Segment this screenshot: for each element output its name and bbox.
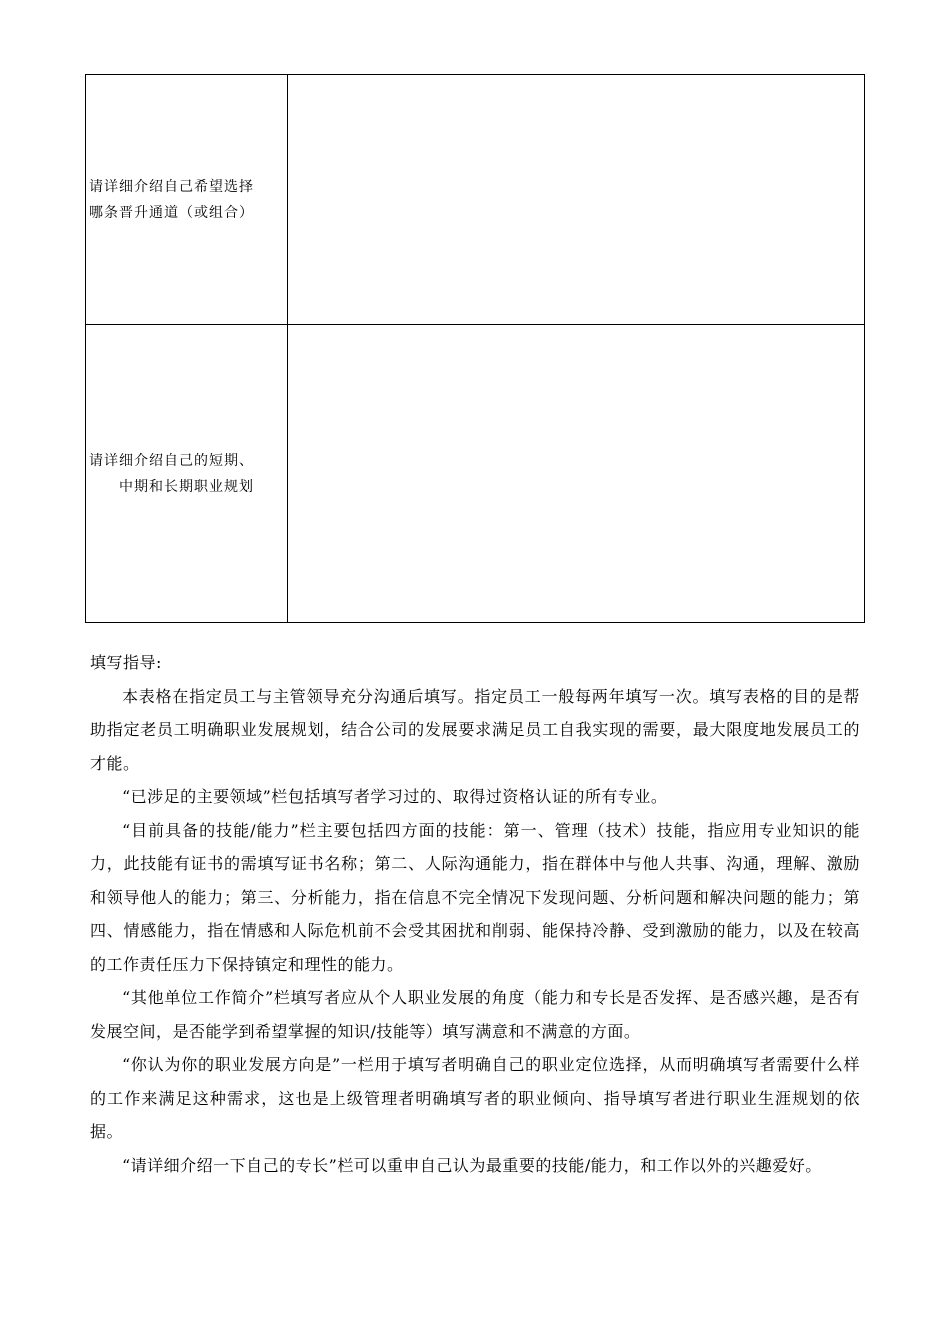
career-plan-answer-cell[interactable] <box>288 325 865 623</box>
career-plan-label <box>89 448 284 500</box>
label-line: 中期和长期职业规划 <box>119 478 254 495</box>
guide-paragraph: “你认为你的职业发展方向是”一栏用于填写者明确自己的职业定位选择，从而明确填写者需要什么样的工作来满足这种需求，这也是上级管理者明确填写者的职业倾向、指导填写者进行职业生涯规划的依据。 <box>90 1055 860 1141</box>
table-row <box>86 325 865 623</box>
guide-title: 填写指导: <box>90 653 162 672</box>
guide-paragraph: “请详细介绍一下自己的专长”栏可以重申自己认为最重要的技能/能力，和工作以外的兴趣爱好。 <box>122 1155 822 1175</box>
promotion-path-label-cell <box>86 75 288 325</box>
promotion-path-label <box>89 174 284 226</box>
promotion-path-answer-cell[interactable] <box>288 75 865 325</box>
table-row <box>86 75 865 325</box>
guide-paragraph: 本表格在指定员工与主管领导充分沟通后填写。指定员工一般每两年填写一次。填写表格的目的是帮助指定老员工明确职业发展规划，结合公司的发展要求满足员工自我实现的需要，最大限度地发展员工的才能。 <box>90 686 860 773</box>
guide-paragraph: “已涉足的主要领域”栏包括填写者学习过的、取得过资格认证的所有专业。 <box>122 787 668 806</box>
label-line: 请详细介绍自己的短期、 <box>89 452 254 469</box>
career-plan-label-cell <box>86 325 288 623</box>
guide-paragraph: “其他单位工作简介”栏填写者应从个人职业发展的角度（能力和专长是否发挥、是否感兴趣，是否有发展空间，是否能学到希望掌握的知识/技能等）填写满意和不满意的方面。 <box>90 988 860 1041</box>
guide-paragraph: “目前具备的技能/能力”栏主要包括四方面的技能：第一、管理（技术）技能，指应用专业知识的能力，此技能有证书的需填写证书名称；第二、人际沟通能力，指在群体中与他人共事、沟通，理解、激励和领导他人的能力；第三、分析能力，指在信息不完全情况下发现问题、分析问题和解决问题的能力；第四、情感能力，指在情感和人际危机前不会受其困扰和削弱、能保持冷静、受到激励的能力，以及在较高的工作责任压力下保持镇定和理性的能力。 <box>90 820 860 974</box>
career-form-table <box>85 74 865 623</box>
filling-guide <box>90 646 860 1182</box>
label-line: 哪条晋升通道（或组合） <box>89 204 254 221</box>
label-line: 请详细介绍自己希望选择 <box>89 178 254 195</box>
